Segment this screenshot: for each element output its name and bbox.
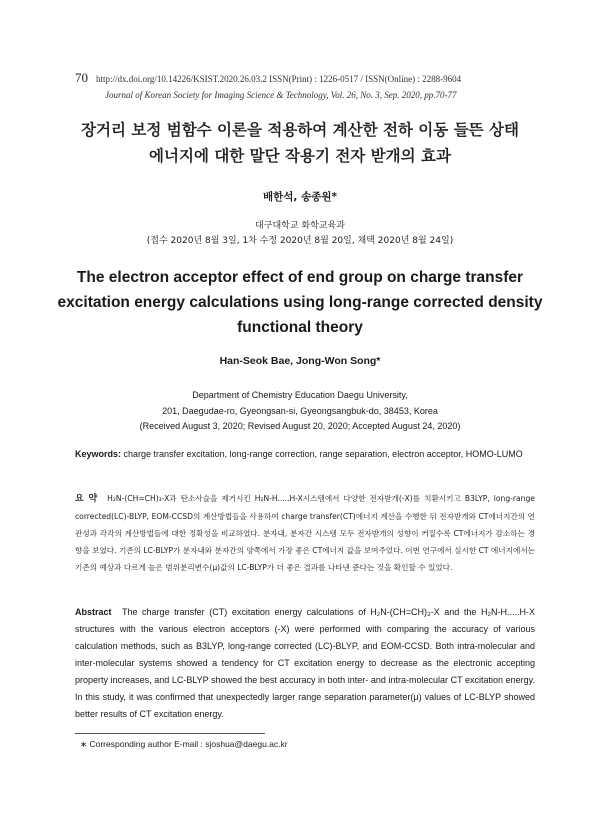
english-title: The electron acceptor effect of end group on charge transfer excitation energy calculations using long-range corrected density functional theory [57, 269, 543, 336]
keywords-text: charge transfer excitation, long-range correction, range separation, electron acceptor, HOMO-LUMO [123, 449, 523, 459]
english-abstract [75, 604, 535, 723]
korean-title: 장거리 보정 범함수 이론을 적용하여 계산한 전하 이동 들뜬 상태 에너지에 대한 말단 작용기 전자 받개의 효과 [81, 121, 519, 165]
doi-line [75, 70, 555, 87]
corresponding-author-footnote: ∗ Corresponding author E-mail : sjoshua@daegu.ac.kr [80, 739, 288, 749]
english-abstract-text: The charge transfer (CT) excitation energy calculations of H₂N-(CH=CH)₃-X and the H₂N-H.....H-X structures with the various electron acceptors (-X) were performed with comparing the accuracy of various calculation methods, such as B3LYP, long-range corrected (LC)-BLYP, and EOM-CCSD. Both intra-molecular and inter-molecular systems showed a tendency for CT excitation energy to decrease as the electronic accepting property increases, and LC-BLYP showed the best accuracy in both inter- and intra-molecular CT excitation energy. In this study, it was confirmed that unexpectedly larger range separation parameter(μ) values of LC-BLYP showed better results of CT excitation energy. [75, 607, 535, 719]
english-affiliation: Department of Chemistry Education Daegu University, 201, Daegudae-ro, Gyeongsan-si, Gyeongsangbuk-do, 38453, Korea (Received August 3, 2020; Revised August 20, 2020; Accepted August 24, 2020) [0, 388, 600, 435]
doi-issn: http://dx.doi.org/10.14226/KSIST.2020.26.03.2 ISSN(Print) : 1226-0517 / ISSN(Online) : 2288-9604 [96, 74, 462, 84]
footnote-divider [75, 733, 265, 734]
korean-authors: 배한석, 송종원* [263, 191, 337, 203]
korean-dates: (접수 2020년 8월 3일, 1차 수정 2020년 8월 20일, 채택 2020년 8월 24일) [146, 236, 454, 246]
page-number: 70 [75, 70, 88, 85]
keywords-label: Keywords: [75, 449, 122, 459]
korean-abstract-label: 요 약 [75, 494, 98, 504]
journal-citation: Journal of Korean Society for Imaging Science & Technology, Vol. 26, No. 3, Sep. 2020, pp.70-77 [105, 90, 457, 100]
english-dates: (Received August 3, 2020; Revised August 20, 2020; Accepted August 24, 2020) [139, 421, 461, 431]
page-header [75, 70, 555, 103]
korean-abstract-text: H₂N-(CH=CH)₃-X과 탄소사슬을 제거시킨 H₂N-H.....H-X시스템에서 다양한 전자받개(-X)를 치환시키고 B3LYP, long-range corrected(LC)-BLYP, EOM-CCSD의 계산방법들을 사용하여 charge transfer(CT)에너지 계산을 수행한 뒤 전자받개와 CT에너지간의 연관성과 각각의 계산방법들에 대한 정확성을 비교하였다. 분자내, 분자간 시스템 모두 전자받개의 성향이 커질수록 CT에너지가 감소하는 경향을 보였다. 기존의 LC-BLYP가 분자내와 분자간의 양쪽에서 가장 좋은 CT에너지 값을 보여주었다. 이번 연구에서 실시한 CT 에너지에서는 기존의 예상과 다르게 높은 범위분리변수(μ)값의 LC-BLYP가 더 좋은 결과를 나타낸 준다는 것을 확인할 수 있었다. [75, 494, 535, 572]
korean-affiliation: 대구대학교 화학교육과 (접수 2020년 8월 3일, 1차 수정 2020년 8월 20일, 채택 2020년 8월 24일) [0, 219, 600, 249]
english-abstract-label: Abstract [75, 607, 112, 617]
keywords [75, 447, 535, 461]
english-authors: Han-Seok Bae, Jong-Won Song* [219, 355, 381, 367]
korean-abstract [75, 490, 535, 576]
